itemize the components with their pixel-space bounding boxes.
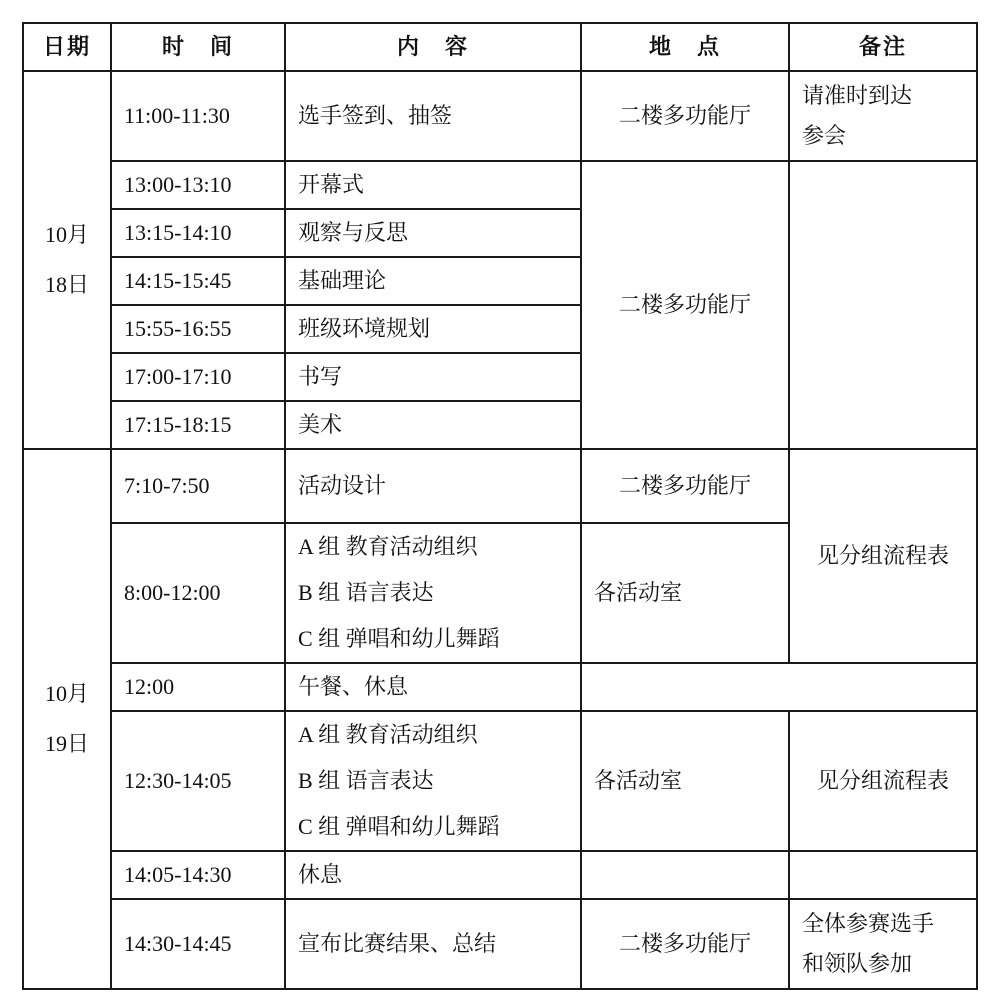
time-cell: 14:15-15:45: [111, 257, 285, 305]
content-cell: 基础理论: [285, 257, 581, 305]
location-cell: 二楼多功能厅: [581, 71, 789, 161]
content-cell: 选手签到、抽签: [285, 71, 581, 161]
remark-line: 请准时到达: [802, 83, 913, 108]
date-cell-18: [23, 71, 111, 449]
table-row: [23, 663, 977, 711]
time-cell: 12:00: [111, 663, 285, 711]
date-day: 19日: [44, 731, 89, 756]
time-cell: 7:10-7:50: [111, 449, 285, 523]
empty-merged-cell: [581, 663, 977, 711]
time-cell: 14:05-14:30: [111, 851, 285, 899]
table-row: [23, 711, 977, 851]
time-cell: 12:30-14:05: [111, 711, 285, 851]
content-line: B 组 语言表达: [298, 580, 434, 605]
content-cell: [285, 523, 581, 663]
location-cell: 二楼多功能厅: [581, 899, 789, 989]
remark-line: 参会: [802, 123, 847, 148]
location-cell: [581, 851, 789, 899]
remark-cell: 见分组流程表: [789, 711, 977, 851]
location-cell: 二楼多功能厅: [581, 449, 789, 523]
content-cell: 开幕式: [285, 161, 581, 209]
remark-cell: [789, 161, 977, 449]
time-cell: 14:30-14:45: [111, 899, 285, 989]
remark-cell: [789, 851, 977, 899]
time-cell: 13:15-14:10: [111, 209, 285, 257]
date-month: 10月: [44, 222, 89, 247]
remark-cell: [789, 899, 977, 989]
header-remark: 备注: [789, 23, 977, 71]
location-cell: 二楼多功能厅: [581, 161, 789, 449]
table-row: [23, 449, 977, 523]
content-cell: 宣布比赛结果、总结: [285, 899, 581, 989]
content-cell: 书写: [285, 353, 581, 401]
table-row: [23, 851, 977, 899]
table-row: [23, 899, 977, 989]
remark-line: 和领队参加: [802, 951, 913, 976]
content-cell: 活动设计: [285, 449, 581, 523]
schedule-table: [22, 22, 978, 990]
header-time: 时 间: [111, 23, 285, 71]
remark-cell: [789, 71, 977, 161]
date-month: 10月: [44, 681, 89, 706]
remark-cell: 见分组流程表: [789, 449, 977, 663]
content-cell: 午餐、休息: [285, 663, 581, 711]
content-cell: 班级环境规划: [285, 305, 581, 353]
time-cell: 17:15-18:15: [111, 401, 285, 449]
remark-line: 全体参赛选手: [802, 911, 935, 936]
date-day: 18日: [44, 272, 89, 297]
header-location: 地 点: [581, 23, 789, 71]
table-row: [23, 161, 977, 209]
content-cell: 观察与反思: [285, 209, 581, 257]
content-line: A 组 教育活动组织: [298, 534, 478, 559]
time-cell: 8:00-12:00: [111, 523, 285, 663]
content-cell: 美术: [285, 401, 581, 449]
content-cell: [285, 711, 581, 851]
content-line: C 组 弹唱和幼儿舞蹈: [298, 814, 500, 839]
time-cell: 11:00-11:30: [111, 71, 285, 161]
content-cell: 休息: [285, 851, 581, 899]
location-cell: 各活动室: [581, 711, 789, 851]
header-date: 日期: [23, 23, 111, 71]
time-cell: 15:55-16:55: [111, 305, 285, 353]
content-line: B 组 语言表达: [298, 768, 434, 793]
date-cell-19: [23, 449, 111, 989]
content-line: C 组 弹唱和幼儿舞蹈: [298, 626, 500, 651]
time-cell: 13:00-13:10: [111, 161, 285, 209]
location-cell: 各活动室: [581, 523, 789, 663]
content-line: A 组 教育活动组织: [298, 722, 478, 747]
table-row: [23, 71, 977, 161]
header-content: 内 容: [285, 23, 581, 71]
header-row: [23, 23, 977, 71]
time-cell: 17:00-17:10: [111, 353, 285, 401]
